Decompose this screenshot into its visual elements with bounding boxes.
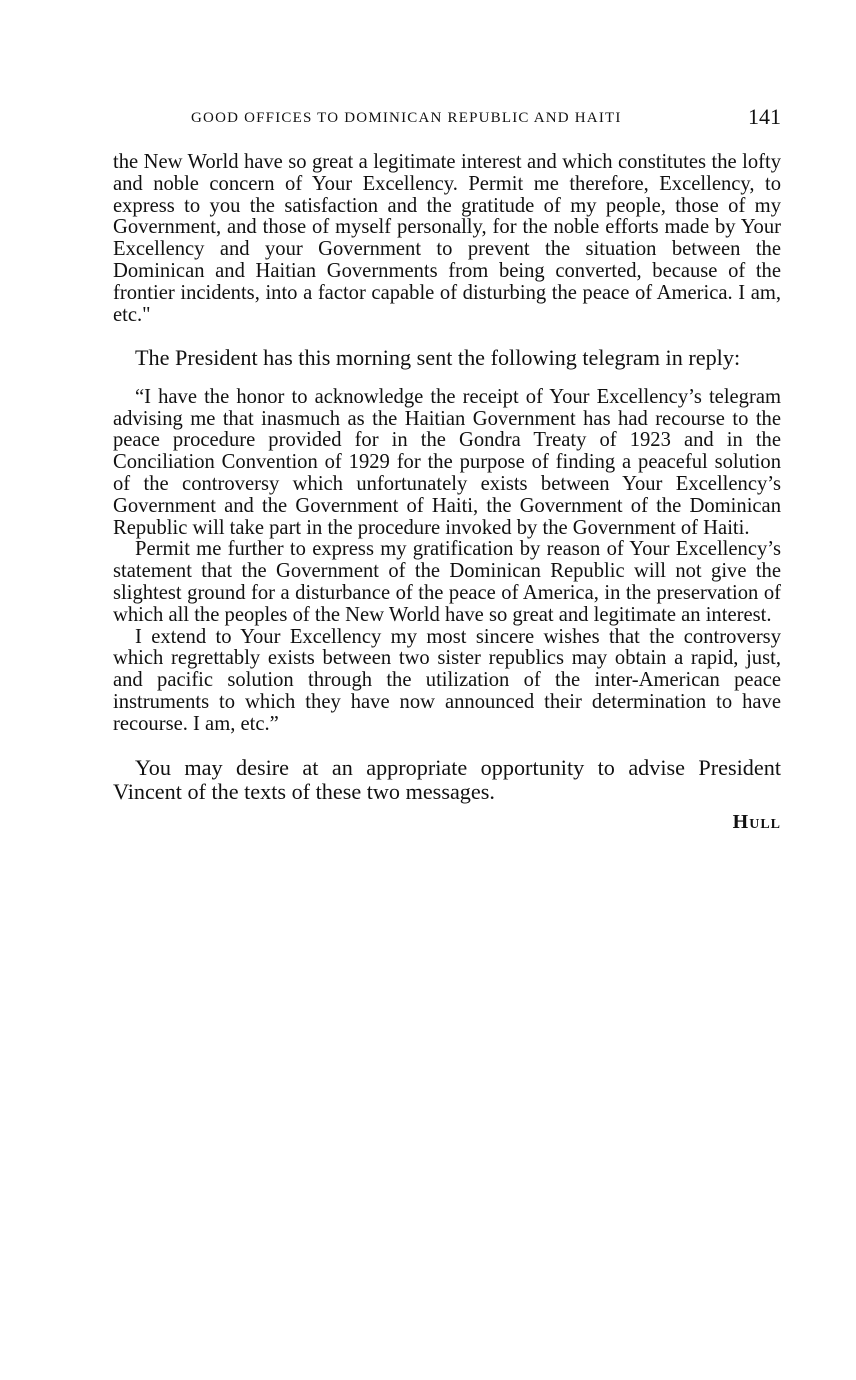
page-number: 141 bbox=[748, 104, 781, 129]
telegram-paragraph-3: I extend to Your Excellency my most sincere wishes that the controversy which regrettably exists between two sister republics may obtain a rapid, just, and pacific solution through the utilization of the inter-American peace instruments to which they have now announced their determination to have recourse. I am, etc.” bbox=[113, 625, 781, 735]
signature: Hull bbox=[732, 810, 781, 833]
continuation-paragraph: the New World have so great a legitimate interest and which constitutes the lofty and noble concern of Your Excellency. Permit me therefore, Excellency, to express to you the satisfaction and the gratitude of my people, those of my Government, and those of myself personally, for the noble efforts made by Your Excellency and your Government to prevent the situation between the Dominican and Haitian Governments from being converted, because of the frontier incidents, into a factor capable of disturbing the peace of America. I am, etc." bbox=[113, 151, 781, 326]
telegram-paragraph-2: Permit me further to express my gratification by reason of Your Excellency’s statement that the Government of the Dominican Republic will not give the slightest ground for a disturbance of the peace of America, in the preservation of which all the peoples of the New World have so great and legitimate an interest. bbox=[113, 538, 781, 626]
document-page bbox=[113, 104, 781, 834]
intro-paragraph: The President has this morning sent the following telegram in reply: bbox=[135, 345, 741, 371]
telegram-paragraph-1: “I have the honor to acknowledge the receipt of Your Excellency’s telegram advising me that inasmuch as the Haitian Government has had recourse to the peace procedure provided for in the Gondra Treaty of 1923 and in the Conciliation Convention of 1929 for the purpose of finding a peaceful solution of the controversy which unfortunately exists between Your Excellency’s Government and the Government of Haiti, the Government of the Dominican Republic will take part in the procedure invoked by the Government of Haiti. bbox=[113, 385, 781, 539]
closing-paragraph: You may desire at an appropriate opportunity to advise President Vincent of the texts of these two messages. bbox=[113, 754, 781, 805]
running-head bbox=[113, 104, 781, 132]
running-title: GOOD OFFICES TO DOMINICAN REPUBLIC AND HAITI bbox=[191, 110, 622, 126]
